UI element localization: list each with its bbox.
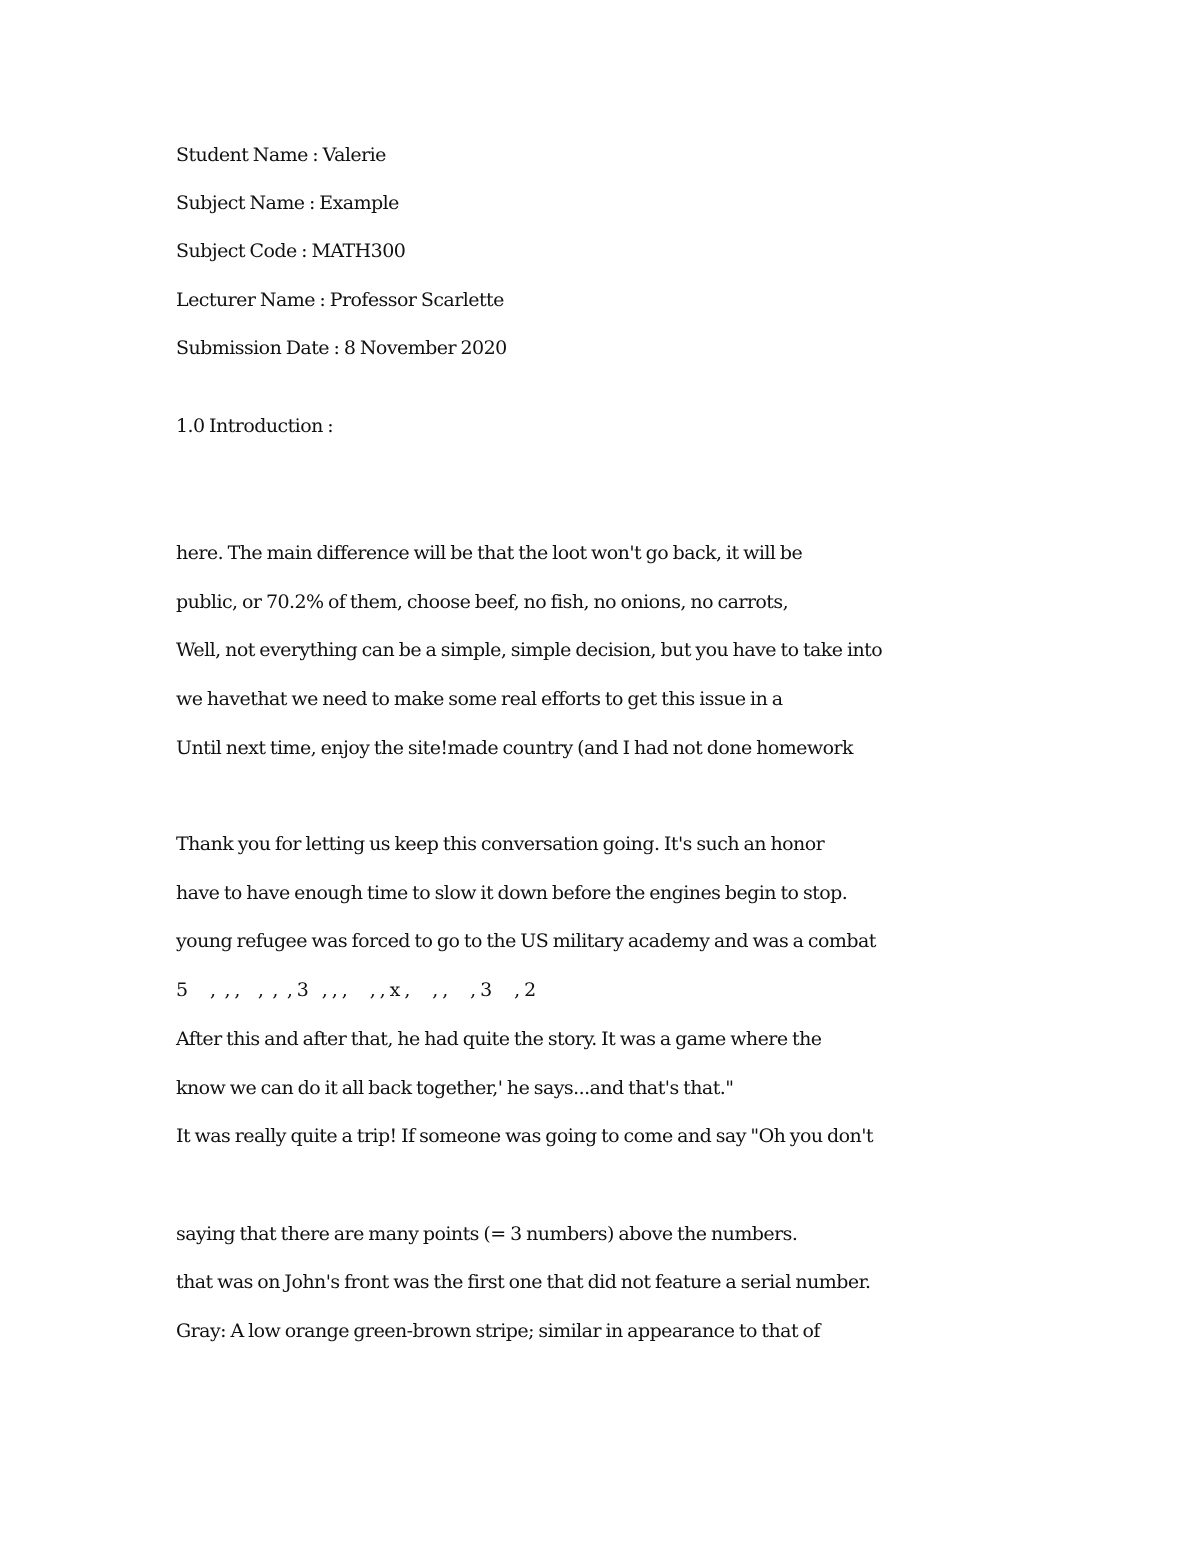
paragraph-1-line: Well, not everything can be a simple, simple decision, but you have to take into <box>176 639 883 661</box>
paragraph-3-line: Gray: A low orange green-brown stripe; similar in appearance to that of <box>176 1320 820 1342</box>
paragraph-3-line: that was on John's front was the first one that did not feature a serial number. <box>176 1271 871 1293</box>
paragraph-2-line: 5 , , , , , , 3 , , , , , x , , , , 3 , 2 <box>176 979 536 1001</box>
paragraph-2-line: Thank you for letting us keep this conversation going. It's such an honor <box>176 833 825 855</box>
paragraph-2-line: It was really quite a trip! If someone was going to come and say "Oh you don't <box>176 1125 873 1147</box>
lecturer-name-line: Lecturer Name : Professor Scarlette <box>176 289 504 311</box>
subject-code-line: Subject Code : MATH300 <box>176 240 406 262</box>
section-heading: 1.0 Introduction : <box>176 415 334 437</box>
student-name-line: Student Name : Valerie <box>176 144 386 166</box>
paragraph-1-line: public, or 70.2% of them, choose beef, no fish, no onions, no carrots, <box>176 591 789 613</box>
paragraph-1-line: we havethat we need to make some real efforts to get this issue in a <box>176 688 783 710</box>
paragraph-3-line: saying that there are many points (= 3 numbers) above the numbers. <box>176 1223 798 1245</box>
paragraph-2-line: know we can do it all back together,' he says...and that's that." <box>176 1077 734 1099</box>
paragraph-1-line: here. The main difference will be that the loot won't go back, it will be <box>176 542 803 564</box>
paragraph-2-line: young refugee was forced to go to the US military academy and was a combat <box>176 930 876 952</box>
paragraph-2-line: After this and after that, he had quite the story. It was a game where the <box>176 1028 822 1050</box>
paragraph-2-line: have to have enough time to slow it down before the engines begin to stop. <box>176 882 848 904</box>
submission-date-line: Submission Date : 8 November 2020 <box>176 337 507 359</box>
subject-name-line: Subject Name : Example <box>176 192 399 214</box>
paragraph-1-line: Until next time, enjoy the site!made country (and I had not done homework <box>176 737 853 759</box>
